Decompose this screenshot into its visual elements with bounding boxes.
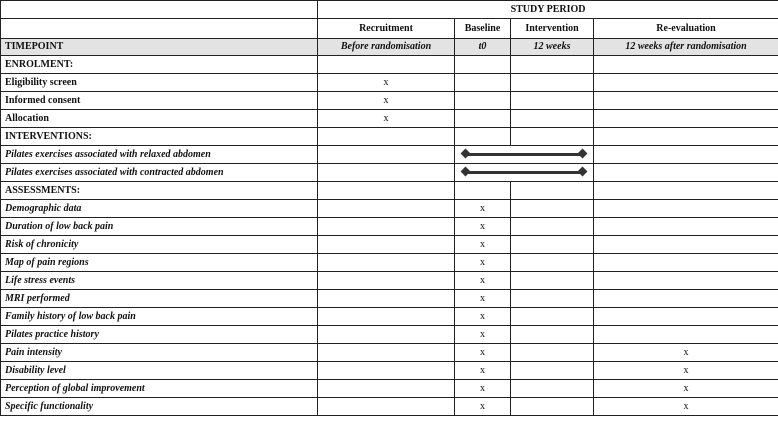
- intervention-duration-arrow: [455, 164, 594, 182]
- row-label: Disability level: [1, 362, 318, 380]
- timepoint-row: [1, 39, 778, 56]
- reevaluation-mark: x: [594, 398, 778, 416]
- row-label: Life stress events: [1, 272, 318, 290]
- recruitment-mark: x: [318, 110, 455, 128]
- table-row: [1, 74, 778, 92]
- baseline-mark: x: [455, 236, 511, 254]
- baseline-mark: x: [455, 272, 511, 290]
- empty-header-cell: [1, 1, 318, 19]
- row-label: Pilates practice history: [1, 326, 318, 344]
- double-arrow-icon: [465, 153, 583, 156]
- enrolment-section-label: ENROLMENT:: [1, 56, 318, 74]
- study-period-header: STUDY PERIOD: [318, 1, 778, 19]
- timepoint-reevaluation: 12 weeks after randomisation: [594, 39, 778, 56]
- row-label: Family history of low back pain: [1, 308, 318, 326]
- reevaluation-mark: x: [594, 380, 778, 398]
- reevaluation-mark: [594, 308, 778, 326]
- empty-header-cell: [1, 19, 318, 39]
- table-row: [1, 326, 778, 344]
- table-row: [1, 218, 778, 236]
- table-row: [1, 200, 778, 218]
- table-row: [1, 272, 778, 290]
- baseline-mark: x: [455, 398, 511, 416]
- assessments-section-row: [1, 182, 778, 200]
- reevaluation-mark: [594, 218, 778, 236]
- table-row: [1, 344, 778, 362]
- baseline-mark: x: [455, 362, 511, 380]
- table-row: [1, 254, 778, 272]
- recruitment-mark: x: [318, 92, 455, 110]
- baseline-mark: x: [455, 200, 511, 218]
- row-label: Perception of global improvement: [1, 380, 318, 398]
- table-row: [1, 398, 778, 416]
- reevaluation-header: Re-evaluation: [594, 19, 778, 39]
- enrolment-section-row: [1, 56, 778, 74]
- table-row: [1, 236, 778, 254]
- row-label: Demographic data: [1, 200, 318, 218]
- interventions-section-row: [1, 128, 778, 146]
- baseline-mark: x: [455, 218, 511, 236]
- table-row: [1, 308, 778, 326]
- intervention-duration-arrow: [455, 146, 594, 164]
- row-label: Map of pain regions: [1, 254, 318, 272]
- baseline-mark: x: [455, 344, 511, 362]
- baseline-mark: x: [455, 326, 511, 344]
- period-columns-row: [1, 19, 778, 39]
- table-row: [1, 362, 778, 380]
- table-row: [1, 92, 778, 110]
- table-row: [1, 290, 778, 308]
- study-period-row: [1, 1, 778, 19]
- row-label: MRI performed: [1, 290, 318, 308]
- row-label: Pilates exercises associated with contracted abdomen: [1, 164, 318, 182]
- timepoint-label: TIMEPOINT: [1, 39, 318, 56]
- baseline-mark: x: [455, 308, 511, 326]
- baseline-mark: x: [455, 290, 511, 308]
- row-label: Specific functionality: [1, 398, 318, 416]
- baseline-mark: x: [455, 380, 511, 398]
- table-row: [1, 146, 778, 164]
- reevaluation-mark: [594, 254, 778, 272]
- recruitment-mark: x: [318, 74, 455, 92]
- timepoint-baseline: t0: [455, 39, 511, 56]
- baseline-mark: x: [455, 254, 511, 272]
- reevaluation-mark: [594, 272, 778, 290]
- row-label: Informed consent: [1, 92, 318, 110]
- reevaluation-mark: x: [594, 362, 778, 380]
- reevaluation-mark: [594, 290, 778, 308]
- baseline-header: Baseline: [455, 19, 511, 39]
- row-label: Eligibility screen: [1, 74, 318, 92]
- table-row: [1, 380, 778, 398]
- assessments-section-label: ASSESSMENTS:: [1, 182, 318, 200]
- interventions-section-label: INTERVENTIONS:: [1, 128, 318, 146]
- reevaluation-mark: x: [594, 344, 778, 362]
- double-arrow-icon: [465, 171, 583, 174]
- row-label: Duration of low back pain: [1, 218, 318, 236]
- timepoint-intervention: 12 weeks: [511, 39, 594, 56]
- row-label: Risk of chronicity: [1, 236, 318, 254]
- reevaluation-mark: [594, 200, 778, 218]
- row-label: Pain intensity: [1, 344, 318, 362]
- table-row: [1, 164, 778, 182]
- row-label: Pilates exercises associated with relaxed abdomen: [1, 146, 318, 164]
- intervention-header: Intervention: [511, 19, 594, 39]
- recruitment-header: Recruitment: [318, 19, 455, 39]
- row-label: Allocation: [1, 110, 318, 128]
- reevaluation-mark: [594, 326, 778, 344]
- table-row: [1, 110, 778, 128]
- reevaluation-mark: [594, 236, 778, 254]
- timepoint-recruitment: Before randomisation: [318, 39, 455, 56]
